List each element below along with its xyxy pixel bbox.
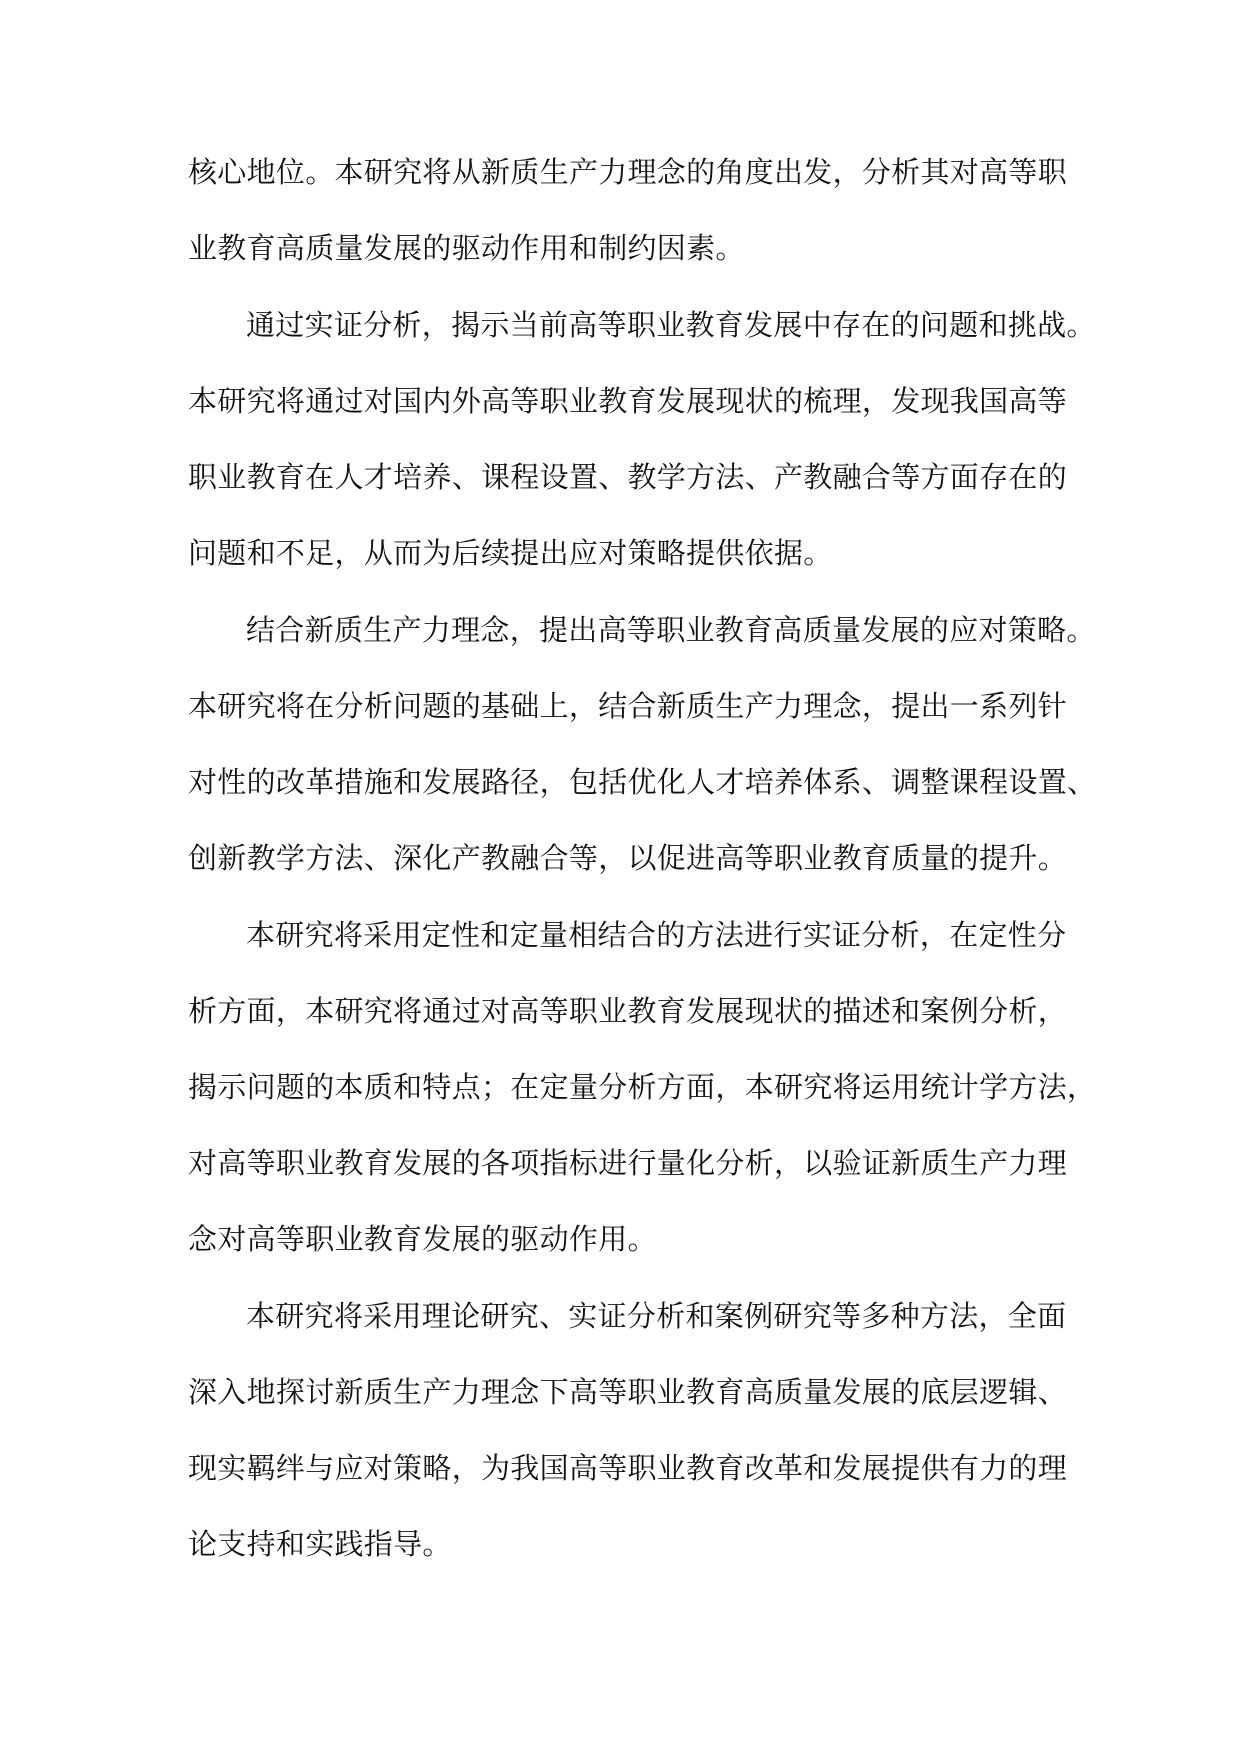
paragraph-3-line-3: 对性的改革措施和发展路径，包括优化人才培养体系、调整课程设置、 bbox=[188, 765, 1097, 799]
paragraph-5-line-2: 深入地探讨新质生产力理念下高等职业教育高质量发展的底层逻辑、 bbox=[188, 1375, 1068, 1409]
paragraph-4-line-3: 揭示问题的本质和特点；在定量分析方面，本研究将运用统计学方法， bbox=[188, 1070, 1097, 1104]
paragraph-3-line-2: 本研究将在分析问题的基础上，结合新质生产力理念，提出一系列针 bbox=[188, 689, 1068, 723]
paragraph-2-line-3: 职业教育在人才培养、课程设置、教学方法、产教融合等方面存在的 bbox=[188, 460, 1068, 494]
paragraph-3-line-1: 结合新质生产力理念，提出高等职业教育高质量发展的应对策略。 bbox=[246, 613, 1096, 647]
paragraph-5-line-4: 论支持和实践指导。 bbox=[188, 1527, 452, 1561]
paragraph-3-line-4: 创新教学方法、深化产教融合等，以促进高等职业教育质量的提升。 bbox=[188, 841, 1068, 875]
paragraph-1-line-1: 核心地位。本研究将从新质生产力理念的角度出发，分析其对高等职 bbox=[188, 155, 1068, 189]
paragraph-5-line-3: 现实羁绊与应对策略，为我国高等职业教育改革和发展提供有力的理 bbox=[188, 1451, 1068, 1485]
paragraph-4-line-4: 对高等职业教育发展的各项指标进行量化分析，以验证新质生产力理 bbox=[188, 1146, 1068, 1180]
paragraph-2-line-2: 本研究将通过对国内外高等职业教育发展现状的梳理，发现我国高等 bbox=[188, 384, 1068, 418]
paragraph-4-line-1: 本研究将采用定性和定量相结合的方法进行实证分析，在定性分 bbox=[246, 918, 1067, 952]
paragraph-1-line-2: 业教育高质量发展的驱动作用和制约因素。 bbox=[188, 231, 745, 265]
paragraph-4-line-2: 析方面，本研究将通过对高等职业教育发展现状的描述和案例分析， bbox=[188, 994, 1068, 1028]
paragraph-5-line-1: 本研究将采用理论研究、实证分析和案例研究等多种方法，全面 bbox=[246, 1299, 1067, 1333]
paragraph-2-line-4: 问题和不足，从而为后续提出应对策略提供依据。 bbox=[188, 536, 833, 570]
paragraph-2-line-1: 通过实证分析，揭示当前高等职业教育发展中存在的问题和挑战。 bbox=[246, 308, 1096, 342]
paragraph-4-line-5: 念对高等职业教育发展的驱动作用。 bbox=[188, 1222, 657, 1256]
